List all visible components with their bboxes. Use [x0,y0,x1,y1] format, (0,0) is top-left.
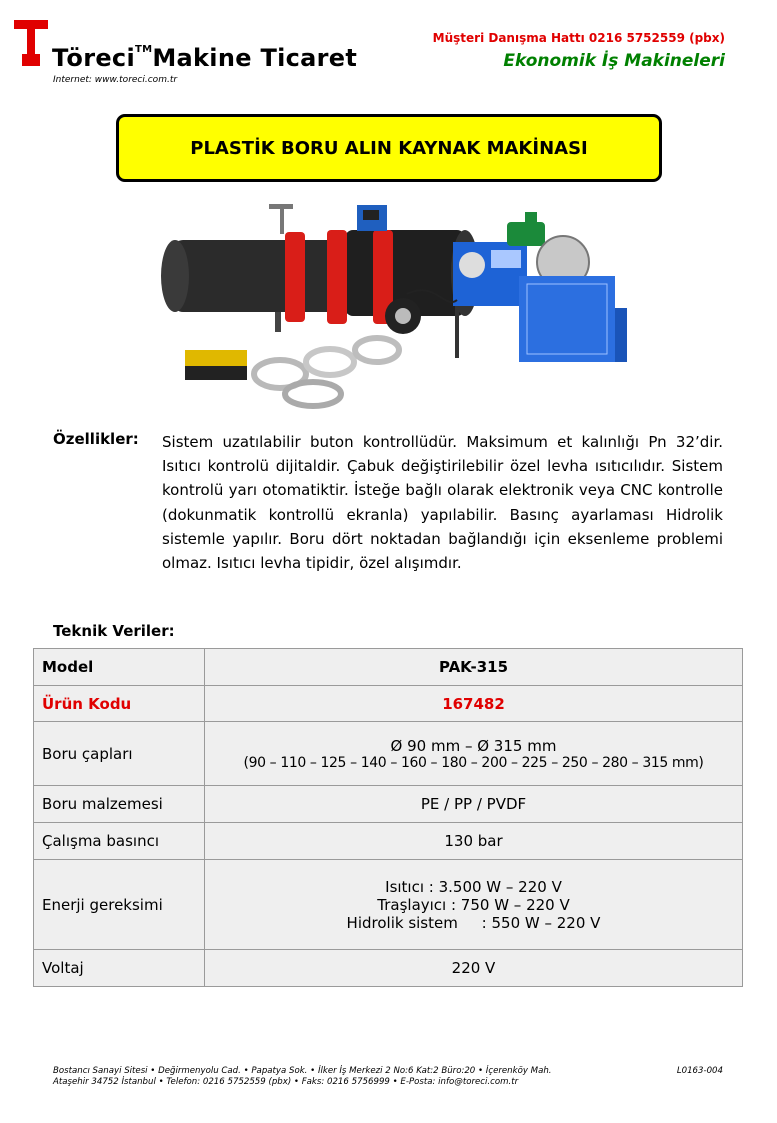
trimmer-power: Traşlayıcı : 750 W – 220 V [377,895,570,914]
table-row [34,786,743,823]
table-row [34,722,743,786]
company-slogan: Ekonomik İş Makineleri [503,51,725,71]
voltage-label: Voltaj [34,950,205,987]
pipe-diameters-label: Boru çapları [34,722,205,786]
product-code-label: Ürün Kodu [34,686,205,722]
energy-requirement-value [205,860,743,950]
internet-address: Internet: www.toreci.com.tr [53,75,178,85]
voltage-value: 220 V [205,950,743,987]
spec-table [33,648,743,987]
table-row [34,649,743,686]
butt-fusion-machine-illustration [145,190,645,418]
customer-hotline: Müşteri Danışma Hattı 0216 5752559 (pbx) [432,31,725,45]
pipe-diameters-value [205,722,743,786]
diameter-list: (90 – 110 – 125 – 140 – 160 – 180 – 200 – 225 – 250 – 280 – 315 mm) [243,754,704,771]
footer-address [53,1066,552,1088]
model-value: PAK-315 [205,649,743,686]
table-row [34,860,743,950]
hydraulic-power: Hidrolik sistem : 550 W – 220 V [346,913,601,932]
technical-data-label: Teknik Veriler: [53,622,175,640]
features-label: Özellikler: [53,430,139,448]
model-label: Model [34,649,205,686]
pipe-material-value: PE / PP / PVDF [205,786,743,823]
table-row [34,686,743,722]
diameter-range: Ø 90 mm – Ø 315 mm [390,736,557,755]
toreci-logo-icon [14,20,48,66]
product-title: PLASTİK BORU ALIN KAYNAK MAKİNASI [116,114,662,182]
features-text: Sistem uzatılabilir buton kontrollüdür. Maksimum et kalınlığı Pn 32’dir. Isıtıcı kontrolü dijitaldir. Çabuk değiştirilebilir özel levha ısıtıcılıdır. Sistem kontrolü yarı otomatiktir. İsteğe bağlı olarak elektronik veya CNC kontrolle (dokunmatik kontrollü ekranla) yapılabilir. Basınç ayarlaması Hidrolik sistemle yapılır. Boru dört noktadan bağlandığı için eksenleme problemi olmaz. Isıtıcı levha tipidir, özel alışımdır. [162,433,723,573]
footer-address-line2: Ataşehir 34752 İstanbul • Telefon: 0216 5752559 (pbx) • Faks: 0216 5756999 • E-Posta: info@toreci.com.tr [53,1077,519,1087]
heater-power: Isıtıcı : 3.500 W – 220 V [385,877,562,896]
pipe-material-label: Boru malzemesi [34,786,205,823]
energy-requirement-label: Enerji gereksimi [34,860,205,950]
table-row [34,950,743,987]
working-pressure-value: 130 bar [205,823,743,860]
table-row [34,823,743,860]
working-pressure-label: Çalışma basıncı [34,823,205,860]
product-code-value: 167482 [205,686,743,722]
footer-address-line1: Bostancı Sanayi Sitesi • Değirmenyolu Cad. • Papatya Sok. • İlker İş Merkezi 2 No:6 Kat:2 Büro:20 • İçerenköy Mah. [53,1066,552,1076]
document-code: L0163-004 [676,1066,723,1076]
brand-name: Töreci™Makine Ticaret [52,44,358,72]
